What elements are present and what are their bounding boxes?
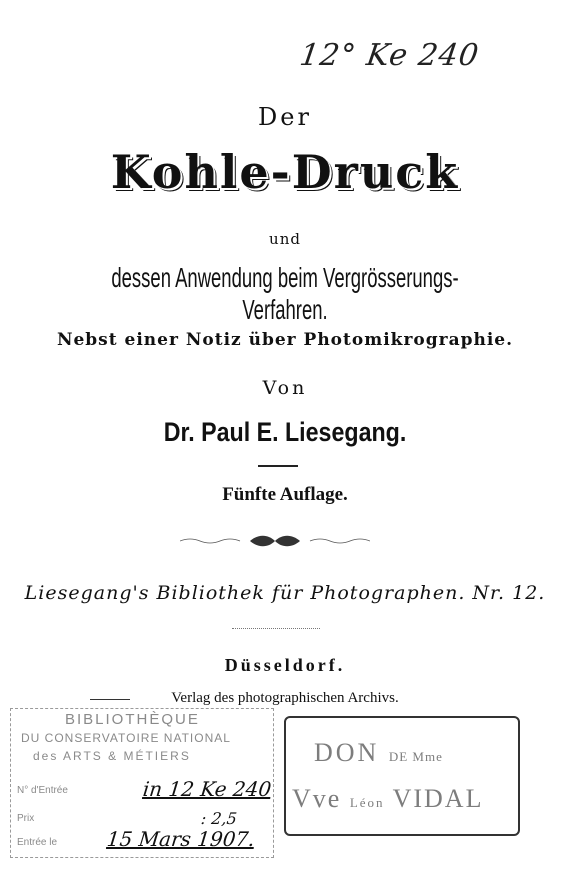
donation-line2 xyxy=(292,784,483,814)
donor-surname: VIDAL xyxy=(392,784,484,813)
divider-rule xyxy=(258,465,298,467)
edition-statement: Fünfte Auflage. xyxy=(222,484,348,505)
library-stamp-line2: DU CONSERVATOIRE NATIONAL xyxy=(21,731,231,745)
library-stamp-line1: BIBLIOTHÈQUE xyxy=(65,711,200,728)
series-statement: Liesegang's Bibliothek für Photographen. Nr. 12. xyxy=(24,582,546,604)
shelfmark-handwritten: 12° Ke 240 xyxy=(297,38,482,73)
donor-first-name: Léon xyxy=(349,795,385,810)
date-label: Entrée le xyxy=(17,837,58,848)
author-prefix: Von xyxy=(262,377,308,399)
title-conjunction: und xyxy=(269,230,301,248)
library-stamp xyxy=(10,708,274,858)
imprint-city: Düsseldorf. xyxy=(224,655,346,675)
donation-line1 xyxy=(314,738,443,768)
imprint-publisher: Verlag des photographischen Archivs. xyxy=(171,690,399,706)
title-article: Der xyxy=(258,103,312,131)
author-name: Dr. Paul E. Liesegang. xyxy=(163,417,407,447)
library-stamp-line3: des ARTS & MÉTIERS xyxy=(33,749,191,763)
supplement-note: Nebst einer Notiz über Photomikrographie. xyxy=(56,330,514,350)
number-value-handwritten: : 2,5 xyxy=(200,809,238,828)
catalog-value-handwritten: in 12 Ke 240 xyxy=(141,777,273,801)
catalog-label: N° d'Entrée xyxy=(17,785,68,796)
donation-stamp xyxy=(284,716,520,836)
donation-word: DON xyxy=(314,738,380,767)
number-label: Prix xyxy=(17,813,35,824)
subtitle: dessen Anwendung beim Vergrösserungs-Verfahren. xyxy=(111,262,459,325)
donor-prefix: Vve xyxy=(292,784,342,813)
ornament-divider xyxy=(180,534,370,548)
dotted-divider xyxy=(232,628,320,629)
main-title: Kohle-Druck xyxy=(110,145,460,199)
donation-donor-title: DE Mme xyxy=(388,749,443,764)
date-value-handwritten: 15 Mars 1907. xyxy=(105,827,256,851)
